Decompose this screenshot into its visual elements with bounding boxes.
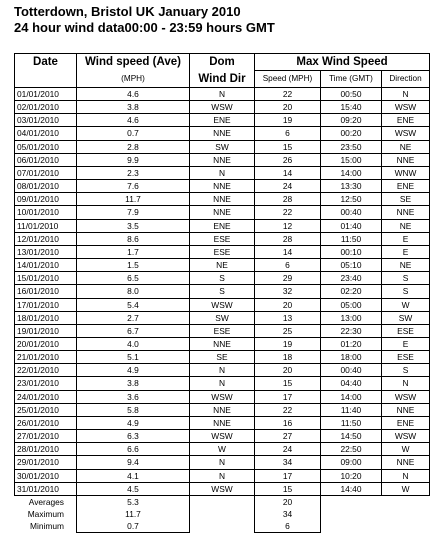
dom-dir-cell: NE [190, 259, 255, 272]
max-dir-cell: E [382, 337, 430, 350]
summary-ave-value: 0.7 [77, 520, 190, 533]
date-header: Date [15, 54, 77, 88]
max-dir-cell: S [382, 285, 430, 298]
max-speed-header: Speed (MPH) [255, 71, 321, 88]
summary-label: Averages [28, 496, 64, 507]
date-cell: 03/01/2010 [15, 114, 77, 127]
date-cell: 13/01/2010 [15, 245, 77, 258]
max-speed-cell: 12 [255, 219, 321, 232]
dom-dir-cell: ESE [190, 324, 255, 337]
date-cell: 29/01/2010 [15, 456, 77, 469]
ave-speed-cell: 6.3 [77, 430, 190, 443]
max-dir-cell: NNE [382, 456, 430, 469]
table-row [15, 180, 430, 193]
summary-gap [321, 508, 382, 520]
max-speed-cell: 20 [255, 364, 321, 377]
max-speed-cell: 29 [255, 272, 321, 285]
max-dir-cell: ENE [382, 114, 430, 127]
max-time-cell: 10:20 [321, 469, 382, 482]
dom-dir-cell: NNE [190, 127, 255, 140]
ave-speed-cell: 11.7 [77, 193, 190, 206]
max-dir-cell: S [382, 364, 430, 377]
max-wind-header: Max Wind Speed [255, 54, 430, 71]
max-time-cell: 15:00 [321, 153, 382, 166]
max-dir-cell: NNE [382, 403, 430, 416]
max-time-cell: 22:30 [321, 324, 382, 337]
max-dir-cell: NNE [382, 206, 430, 219]
dom-dir-cell: W [190, 443, 255, 456]
table-row [15, 219, 430, 232]
max-speed-cell: 24 [255, 180, 321, 193]
summary-max-value: 20 [255, 495, 321, 508]
max-speed-cell: 14 [255, 245, 321, 258]
table-row [15, 285, 430, 298]
date-cell: 15/01/2010 [15, 272, 77, 285]
dom-dir-cell: WSW [190, 482, 255, 495]
table-row [15, 140, 430, 153]
max-dir-cell: S [382, 272, 430, 285]
ave-speed-cell: 6.5 [77, 272, 190, 285]
table-row [15, 193, 430, 206]
ave-speed-cell: 4.1 [77, 469, 190, 482]
summary-row [15, 520, 430, 533]
max-speed-cell: 15 [255, 482, 321, 495]
max-time-cell: 11:50 [321, 232, 382, 245]
date-cell: 30/01/2010 [15, 469, 77, 482]
ave-speed-cell: 2.8 [77, 140, 190, 153]
summary-gap [190, 520, 255, 533]
max-speed-cell: 17 [255, 390, 321, 403]
summary-label: Minimum [30, 521, 64, 532]
dom-dir-cell: NNE [190, 193, 255, 206]
max-time-cell: 05:00 [321, 298, 382, 311]
ave-speed-cell: 4.0 [77, 337, 190, 350]
ave-speed-cell: 3.8 [77, 377, 190, 390]
max-time-cell: 22:50 [321, 443, 382, 456]
max-speed-cell: 15 [255, 377, 321, 390]
table-row [15, 272, 430, 285]
max-speed-cell: 13 [255, 311, 321, 324]
max-time-cell: 13:30 [321, 180, 382, 193]
date-cell: 11/01/2010 [15, 219, 77, 232]
ave-speed-cell: 3.6 [77, 390, 190, 403]
max-time-cell: 00:40 [321, 364, 382, 377]
table-row [15, 153, 430, 166]
max-speed-cell: 16 [255, 416, 321, 429]
max-time-cell: 13:00 [321, 311, 382, 324]
table-row [15, 416, 430, 429]
date-cell: 06/01/2010 [15, 153, 77, 166]
max-time-cell: 05:10 [321, 259, 382, 272]
ave-speed-cell: 3.5 [77, 219, 190, 232]
table-row [15, 127, 430, 140]
max-time-cell: 02:20 [321, 285, 382, 298]
date-cell: 01/01/2010 [15, 88, 77, 101]
ave-speed-cell: 4.5 [77, 482, 190, 495]
max-time-cell: 04:40 [321, 377, 382, 390]
table-row [15, 232, 430, 245]
dom-dir-cell: SE [190, 351, 255, 364]
dom-dir-header-line2: Wind Dir [190, 71, 255, 88]
max-time-cell: 12:50 [321, 193, 382, 206]
page-title: Totterdown, Bristol UK January 2010 [14, 4, 241, 19]
table-row [15, 337, 430, 350]
table-row [15, 311, 430, 324]
max-dir-cell: ENE [382, 416, 430, 429]
wind-speed-header: Wind speed (Ave) [77, 54, 190, 71]
max-speed-cell: 14 [255, 166, 321, 179]
max-time-header: Time (GMT) [321, 71, 382, 88]
wind-data-table [14, 53, 430, 533]
max-speed-cell: 28 [255, 193, 321, 206]
max-dir-cell: SW [382, 311, 430, 324]
max-speed-cell: 15 [255, 140, 321, 153]
max-dir-cell: SE [382, 193, 430, 206]
summary-label: Maximum [27, 509, 64, 519]
ave-speed-cell: 9.4 [77, 456, 190, 469]
dom-dir-cell: ESE [190, 245, 255, 258]
max-speed-cell: 18 [255, 351, 321, 364]
dom-dir-cell: NNE [190, 153, 255, 166]
summary-gap [190, 508, 255, 520]
date-cell: 26/01/2010 [15, 416, 77, 429]
dom-dir-cell: NNE [190, 416, 255, 429]
dom-dir-cell: WSW [190, 390, 255, 403]
max-speed-cell: 6 [255, 259, 321, 272]
date-cell: 18/01/2010 [15, 311, 77, 324]
page-subtitle: 24 hour wind data00:00 - 23:59 hours GMT [14, 20, 275, 35]
max-time-cell: 11:50 [321, 416, 382, 429]
date-cell: 25/01/2010 [15, 403, 77, 416]
ave-speed-cell: 2.7 [77, 311, 190, 324]
date-cell: 21/01/2010 [15, 351, 77, 364]
max-dir-cell: WSW [382, 101, 430, 114]
dom-dir-cell: N [190, 88, 255, 101]
dom-dir-cell: NNE [190, 337, 255, 350]
max-speed-cell: 19 [255, 337, 321, 350]
max-speed-cell: 22 [255, 88, 321, 101]
max-time-cell: 23:40 [321, 272, 382, 285]
table-row [15, 114, 430, 127]
date-cell: 09/01/2010 [15, 193, 77, 206]
ave-speed-cell: 2.3 [77, 166, 190, 179]
dom-dir-cell: S [190, 272, 255, 285]
max-time-cell: 14:50 [321, 430, 382, 443]
max-dir-cell: WNW [382, 166, 430, 179]
max-dir-cell: W [382, 443, 430, 456]
table-row [15, 351, 430, 364]
date-cell: 20/01/2010 [15, 337, 77, 350]
max-dir-cell: E [382, 232, 430, 245]
table-row [15, 377, 430, 390]
date-cell: 14/01/2010 [15, 259, 77, 272]
max-dir-cell: ESE [382, 351, 430, 364]
ave-speed-cell: 5.1 [77, 351, 190, 364]
dom-dir-cell: SW [190, 311, 255, 324]
ave-speed-cell: 6.7 [77, 324, 190, 337]
max-dir-cell: WSW [382, 430, 430, 443]
max-time-cell: 00:10 [321, 245, 382, 258]
max-time-cell: 01:20 [321, 337, 382, 350]
summary-gap [321, 520, 382, 533]
max-speed-cell: 19 [255, 114, 321, 127]
table-row [15, 166, 430, 179]
max-speed-cell: 28 [255, 232, 321, 245]
dom-dir-cell: NNE [190, 403, 255, 416]
max-speed-cell: 32 [255, 285, 321, 298]
dom-dir-cell: SW [190, 140, 255, 153]
summary-gap [382, 495, 430, 508]
max-time-cell: 14:00 [321, 166, 382, 179]
ave-speed-cell: 1.5 [77, 259, 190, 272]
date-cell: 05/01/2010 [15, 140, 77, 153]
date-cell: 10/01/2010 [15, 206, 77, 219]
max-time-cell: 11:40 [321, 403, 382, 416]
max-dir-cell: NE [382, 259, 430, 272]
max-time-cell: 14:40 [321, 482, 382, 495]
table-row [15, 403, 430, 416]
date-cell: 08/01/2010 [15, 180, 77, 193]
max-time-cell: 18:00 [321, 351, 382, 364]
dom-dir-cell: ESE [190, 232, 255, 245]
table-row [15, 298, 430, 311]
max-dir-cell: E [382, 245, 430, 258]
summary-row [15, 495, 430, 508]
max-speed-cell: 25 [255, 324, 321, 337]
summary-ave-value: 5.3 [77, 495, 190, 508]
table-row [15, 88, 430, 101]
dom-dir-cell: WSW [190, 298, 255, 311]
dom-dir-cell: N [190, 456, 255, 469]
summary-max-value: 6 [255, 520, 321, 533]
date-cell: 28/01/2010 [15, 443, 77, 456]
max-speed-cell: 34 [255, 456, 321, 469]
summary-ave-value: 11.7 [77, 508, 190, 520]
table-row [15, 259, 430, 272]
summary-row [15, 508, 430, 520]
ave-speed-cell: 5.8 [77, 403, 190, 416]
dom-dir-cell: NNE [190, 206, 255, 219]
ave-speed-cell: 3.8 [77, 101, 190, 114]
max-time-cell: 09:20 [321, 114, 382, 127]
table-row [15, 324, 430, 337]
date-cell: 31/01/2010 [15, 482, 77, 495]
wind-speed-unit: (MPH) [77, 71, 190, 88]
dom-dir-cell: WSW [190, 101, 255, 114]
ave-speed-cell: 9.9 [77, 153, 190, 166]
max-time-cell: 00:40 [321, 206, 382, 219]
dom-dir-cell: N [190, 364, 255, 377]
max-dir-cell: NNE [382, 153, 430, 166]
max-dir-cell: N [382, 469, 430, 482]
date-cell: 04/01/2010 [15, 127, 77, 140]
max-dir-cell: ESE [382, 324, 430, 337]
ave-speed-cell: 4.6 [77, 114, 190, 127]
max-dir-cell: WSW [382, 390, 430, 403]
table-row [15, 456, 430, 469]
max-speed-cell: 22 [255, 206, 321, 219]
ave-speed-cell: 8.0 [77, 285, 190, 298]
max-dir-cell: ENE [382, 180, 430, 193]
max-direction-header: Direction [382, 71, 430, 88]
max-time-cell: 00:20 [321, 127, 382, 140]
date-cell: 17/01/2010 [15, 298, 77, 311]
max-time-cell: 09:00 [321, 456, 382, 469]
ave-speed-cell: 7.6 [77, 180, 190, 193]
date-cell: 02/01/2010 [15, 101, 77, 114]
max-dir-cell: W [382, 482, 430, 495]
max-speed-cell: 20 [255, 298, 321, 311]
max-dir-cell: NE [382, 219, 430, 232]
dom-dir-cell: NNE [190, 180, 255, 193]
dom-dir-cell: WSW [190, 430, 255, 443]
table-row [15, 430, 430, 443]
date-cell: 23/01/2010 [15, 377, 77, 390]
dom-dir-cell: ENE [190, 219, 255, 232]
max-speed-cell: 24 [255, 443, 321, 456]
max-speed-cell: 26 [255, 153, 321, 166]
ave-speed-cell: 0.7 [77, 127, 190, 140]
ave-speed-cell: 6.6 [77, 443, 190, 456]
max-time-cell: 23:50 [321, 140, 382, 153]
max-time-cell: 00:50 [321, 88, 382, 101]
max-time-cell: 15:40 [321, 101, 382, 114]
max-dir-cell: N [382, 88, 430, 101]
summary-max-value: 34 [255, 508, 321, 520]
summary-gap [321, 495, 382, 508]
table-row [15, 364, 430, 377]
ave-speed-cell: 5.4 [77, 298, 190, 311]
ave-speed-cell: 4.6 [77, 88, 190, 101]
dom-dir-cell: N [190, 166, 255, 179]
ave-speed-cell: 7.9 [77, 206, 190, 219]
max-speed-cell: 22 [255, 403, 321, 416]
max-dir-cell: WSW [382, 127, 430, 140]
max-time-cell: 01:40 [321, 219, 382, 232]
summary-gap [382, 508, 430, 520]
date-cell: 19/01/2010 [15, 324, 77, 337]
max-dir-cell: N [382, 377, 430, 390]
dom-dir-cell: N [190, 469, 255, 482]
date-cell: 24/01/2010 [15, 390, 77, 403]
max-dir-cell: W [382, 298, 430, 311]
date-cell: 12/01/2010 [15, 232, 77, 245]
dom-dir-cell: ENE [190, 114, 255, 127]
ave-speed-cell: 8.6 [77, 232, 190, 245]
max-time-cell: 14:00 [321, 390, 382, 403]
table-row [15, 206, 430, 219]
ave-speed-cell: 4.9 [77, 416, 190, 429]
table-row [15, 482, 430, 495]
table-row [15, 101, 430, 114]
table-row [15, 390, 430, 403]
max-speed-cell: 20 [255, 101, 321, 114]
max-speed-cell: 17 [255, 469, 321, 482]
date-cell: 07/01/2010 [15, 166, 77, 179]
max-dir-cell: NE [382, 140, 430, 153]
max-speed-cell: 6 [255, 127, 321, 140]
table-row [15, 245, 430, 258]
summary-gap [382, 520, 430, 533]
dom-dir-cell: N [190, 377, 255, 390]
dom-dir-header-line1: Dom [190, 54, 255, 71]
date-cell: 22/01/2010 [15, 364, 77, 377]
dom-dir-cell: S [190, 285, 255, 298]
table-row [15, 443, 430, 456]
summary-gap [190, 495, 255, 508]
date-cell: 16/01/2010 [15, 285, 77, 298]
ave-speed-cell: 4.9 [77, 364, 190, 377]
max-speed-cell: 27 [255, 430, 321, 443]
table-row [15, 469, 430, 482]
date-cell: 27/01/2010 [15, 430, 77, 443]
ave-speed-cell: 1.7 [77, 245, 190, 258]
